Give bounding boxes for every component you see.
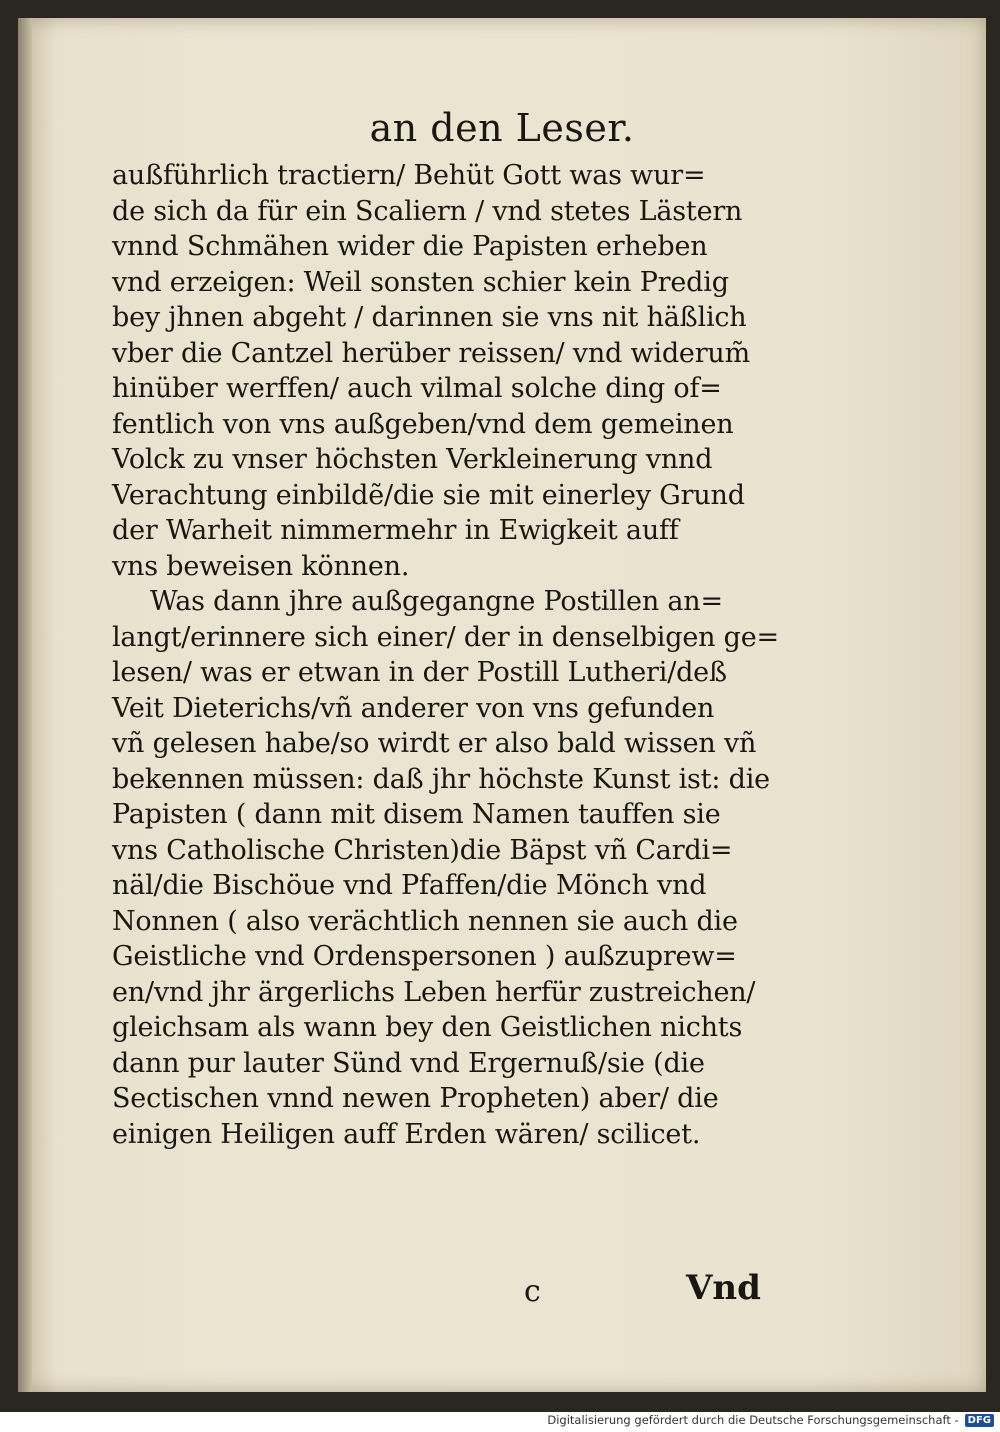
text-line: langt/erinnere sich einer/ der in denselbigen ge= (112, 621, 779, 653)
text-line: bekennen müssen: daß jhr höchste Kunst ist: die (112, 763, 770, 795)
text-line: Was dann jhre außgegangne Postillen an= (150, 586, 723, 617)
book-page (18, 18, 986, 1392)
text-line: vber die Cantzel herüber reissen/ vnd widerum̃ (112, 337, 751, 369)
text-line: Geistliche vnd Ordenspersonen ) außzuprew= (112, 941, 737, 972)
text-line: Sectischen vnnd newen Propheten) aber/ die (112, 1083, 719, 1114)
text-line: Nonnen ( also verächtlich nennen sie auch die (112, 905, 738, 937)
page-gutter (18, 18, 32, 1392)
text-line: vnnd Schmähen wider die Papisten erheben (112, 231, 708, 262)
text-line: der Warheit nimmermehr in Ewigkeit auff (112, 515, 679, 546)
text-line: Papisten ( dann mit disem Namen tauffen sie (112, 799, 721, 830)
text-line: Volck zu vnser höchsten Verkleinerung vnnd (112, 444, 713, 475)
text-line: en/vnd jhr ärgerlichs Leben herfür zustreichen/ (112, 976, 756, 1008)
text-line: hinüber werffen/ auch vilmal solche ding of= (112, 373, 722, 404)
text-line: vns beweisen können. (112, 550, 410, 582)
text-line: außführlich tractiern/ Behüt Gott was wur= (112, 160, 706, 191)
text-line: bey jhnen abgeht / darinnen sie vns nit häßlich (112, 302, 747, 333)
body-text (112, 158, 832, 1152)
text-line: einigen Heiligen auff Erden wären/ scilicet. (112, 1118, 701, 1150)
catchword: Vnd (686, 1268, 761, 1308)
signature-mark: c (524, 1274, 541, 1309)
text-line: dann pur lauter Sünd vnd Ergernuß/sie (die (112, 1047, 705, 1079)
text-line: vñ gelesen habe/so wirdt er also bald wissen vñ (112, 728, 757, 759)
running-head: an den Leser. (369, 106, 635, 150)
text-line: vnd erzeigen: Weil sonsten schier kein Predig (112, 266, 729, 298)
footer-credit (547, 1410, 994, 1430)
footer-credit-text: Digitalisierung gefördert durch die Deutsche Forschungsgemeinschaft - (547, 1413, 959, 1427)
text-line: de sich da für ein Scaliern / vnd stetes Lästern (112, 195, 743, 227)
text-line: Veit Dieterichs/vñ anderer von vns gefunden (112, 692, 715, 724)
text-line: Verachtung einbildẽ/die sie mit einerley Grund (112, 479, 745, 511)
text-line: näl/die Bischöue vnd Pfaffen/die Mönch vnd (112, 870, 707, 901)
text-line: fentlich von vns außgeben/vnd dem gemeinen (112, 408, 734, 440)
text-line: lesen/ was er etwan in der Postill Lutheri/deß (112, 657, 727, 688)
dfg-logo: DFG (965, 1414, 994, 1427)
text-line: vns Catholische Christen)die Bäpst vñ Cardi= (112, 834, 733, 866)
text-line: gleichsam als wann bey den Geistlichen nichts (112, 1012, 743, 1043)
